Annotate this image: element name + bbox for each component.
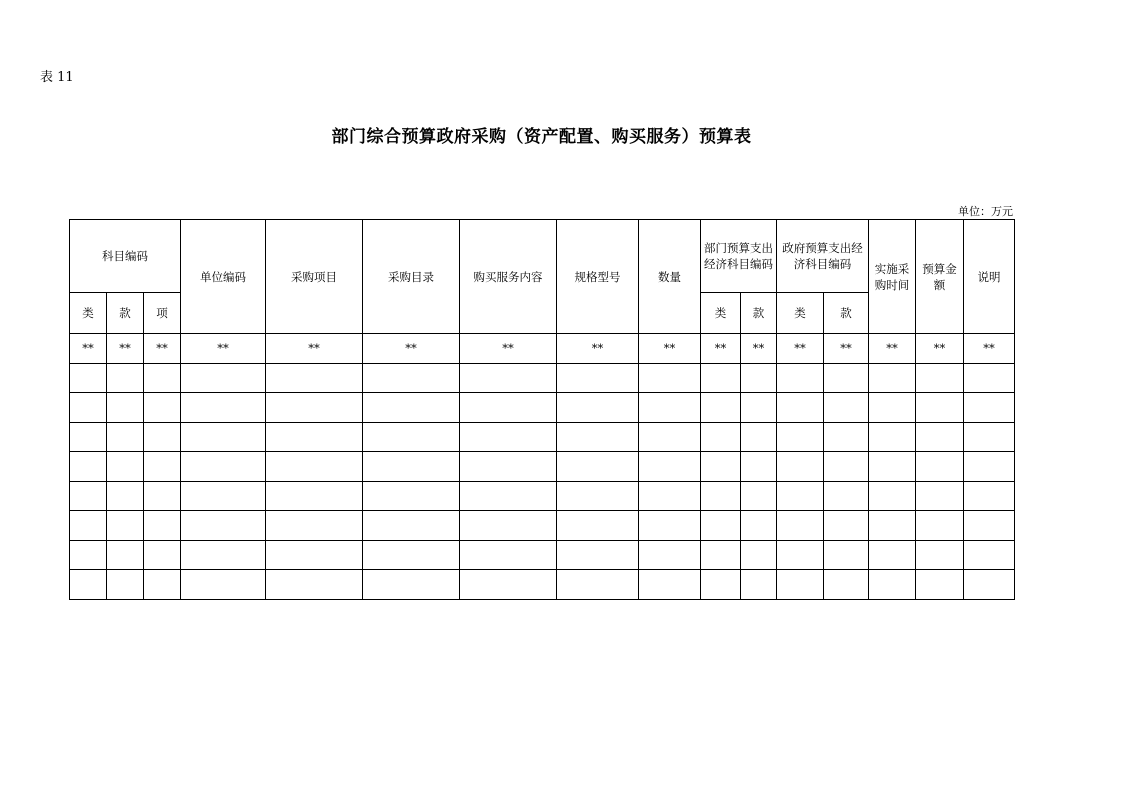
- header-gov-class: 类: [777, 293, 824, 334]
- table-cell: [701, 481, 741, 511]
- table-cell: [701, 422, 741, 452]
- header-dept-section: 款: [741, 293, 777, 334]
- header-row-top: [70, 220, 1015, 293]
- table-cell: [639, 452, 701, 482]
- table-cell: [460, 570, 557, 600]
- table-cell: [869, 511, 916, 541]
- table-cell: [777, 511, 824, 541]
- table-row: [70, 393, 1015, 423]
- table-cell: [460, 540, 557, 570]
- table-cell: [741, 422, 777, 452]
- header-quantity: 数量: [639, 220, 701, 334]
- table-cell: **: [266, 334, 363, 364]
- table-row: [70, 422, 1015, 452]
- table-cell: [70, 363, 107, 393]
- header-spec-model: 规格型号: [557, 220, 639, 334]
- table-cell: [824, 422, 869, 452]
- header-note: 说明: [964, 220, 1015, 334]
- table-cell: [266, 540, 363, 570]
- table-cell: [964, 393, 1015, 423]
- table-cell: [107, 452, 144, 482]
- table-cell: [363, 481, 460, 511]
- table-cell: [916, 393, 964, 423]
- table-cell: [70, 481, 107, 511]
- header-service-content: 购买服务内容: [460, 220, 557, 334]
- table-cell: [557, 422, 639, 452]
- table-cell: [557, 511, 639, 541]
- table-cell: **: [363, 334, 460, 364]
- header-class: 类: [70, 293, 107, 334]
- table-cell: [777, 540, 824, 570]
- table-cell: **: [964, 334, 1015, 364]
- table-cell: [144, 393, 181, 423]
- table-cell: [869, 393, 916, 423]
- header-purchase-catalog: 采购目录: [363, 220, 460, 334]
- table-cell: [777, 481, 824, 511]
- table-cell: [869, 570, 916, 600]
- table-cell: [639, 422, 701, 452]
- header-purchase-project: 采购项目: [266, 220, 363, 334]
- table-cell: [964, 511, 1015, 541]
- table-cell: [363, 363, 460, 393]
- header-budget-amount: 预算金额: [916, 220, 964, 334]
- table-cell: [460, 452, 557, 482]
- table-cell: [964, 363, 1015, 393]
- table-cell: [266, 570, 363, 600]
- table-cell: [964, 452, 1015, 482]
- table-cell: [70, 511, 107, 541]
- table-cell: [741, 481, 777, 511]
- document-title: 部门综合预算政府采购（资产配置、购买服务）预算表: [331, 127, 752, 147]
- table-cell: [460, 481, 557, 511]
- table-row: [70, 334, 1015, 364]
- table-cell: **: [741, 334, 777, 364]
- table-cell: [701, 511, 741, 541]
- table-cell: [869, 452, 916, 482]
- table-cell: [266, 452, 363, 482]
- table-cell: [824, 540, 869, 570]
- table-cell: [557, 393, 639, 423]
- table-cell: [181, 481, 266, 511]
- table-cell: [557, 452, 639, 482]
- table-cell: [777, 422, 824, 452]
- table-cell: [181, 363, 266, 393]
- table-cell: **: [70, 334, 107, 364]
- table-cell: [460, 363, 557, 393]
- table-cell: [266, 511, 363, 541]
- table-cell: [701, 393, 741, 423]
- table-cell: [107, 393, 144, 423]
- table-cell: [70, 393, 107, 423]
- table-cell: [639, 481, 701, 511]
- table-cell: [144, 452, 181, 482]
- table-cell: [916, 570, 964, 600]
- table-cell: **: [916, 334, 964, 364]
- table-cell: [639, 570, 701, 600]
- table-cell: **: [557, 334, 639, 364]
- table-cell: [144, 511, 181, 541]
- table-cell: [824, 570, 869, 600]
- table-row: [70, 511, 1015, 541]
- table-row: [70, 540, 1015, 570]
- table-cell: [557, 363, 639, 393]
- table-cell: [777, 570, 824, 600]
- table-cell: [741, 570, 777, 600]
- table-cell: [964, 540, 1015, 570]
- table-cell: [916, 511, 964, 541]
- table-cell: [181, 570, 266, 600]
- table-cell: [916, 540, 964, 570]
- table-cell: [144, 540, 181, 570]
- table-cell: [70, 570, 107, 600]
- table-cell: **: [460, 334, 557, 364]
- table-cell: [741, 452, 777, 482]
- table-cell: **: [639, 334, 701, 364]
- table-cell: **: [181, 334, 266, 364]
- table-cell: [916, 422, 964, 452]
- table-cell: [777, 452, 824, 482]
- table-cell: [777, 393, 824, 423]
- table-cell: [181, 540, 266, 570]
- table-cell: [144, 570, 181, 600]
- unit-label: 单位：万元: [958, 205, 1013, 218]
- table-cell: [701, 452, 741, 482]
- table-number-label: 表 11: [40, 70, 74, 85]
- table-cell: [363, 570, 460, 600]
- header-gov-econ-code: 政府预算支出经济科目编码: [777, 220, 869, 293]
- table-row: [70, 481, 1015, 511]
- table-cell: **: [144, 334, 181, 364]
- table-cell: [824, 511, 869, 541]
- table-cell: [741, 363, 777, 393]
- table-cell: [266, 481, 363, 511]
- table-cell: [363, 422, 460, 452]
- table-cell: [964, 570, 1015, 600]
- table-cell: [266, 363, 363, 393]
- table-cell: [70, 452, 107, 482]
- table-cell: **: [824, 334, 869, 364]
- header-dept-econ-code: 部门预算支出经济科目编码: [701, 220, 777, 293]
- table-cell: [107, 511, 144, 541]
- table-cell: [824, 393, 869, 423]
- table-row: [70, 363, 1015, 393]
- table-cell: [964, 481, 1015, 511]
- table-cell: [639, 511, 701, 541]
- table-cell: [70, 422, 107, 452]
- table-cell: [363, 452, 460, 482]
- header-impl-time: 实施采购时间: [869, 220, 916, 334]
- table-cell: [460, 393, 557, 423]
- table-cell: [557, 540, 639, 570]
- table-cell: [824, 481, 869, 511]
- table-cell: [70, 540, 107, 570]
- table-cell: [777, 363, 824, 393]
- table-cell: [144, 422, 181, 452]
- table-cell: **: [869, 334, 916, 364]
- table-cell: [144, 363, 181, 393]
- table-cell: [181, 393, 266, 423]
- header-gov-section: 款: [824, 293, 869, 334]
- table-cell: [869, 540, 916, 570]
- table-cell: [107, 570, 144, 600]
- table-cell: [916, 452, 964, 482]
- table-cell: [964, 422, 1015, 452]
- table-cell: [869, 481, 916, 511]
- table-cell: [639, 540, 701, 570]
- table-row: [70, 570, 1015, 600]
- table-cell: [557, 481, 639, 511]
- header-item: 项: [144, 293, 181, 334]
- table-cell: [460, 422, 557, 452]
- table-cell: [460, 511, 557, 541]
- table-cell: [741, 511, 777, 541]
- header-section: 款: [107, 293, 144, 334]
- table-cell: [741, 540, 777, 570]
- table-cell: [144, 481, 181, 511]
- table-cell: [869, 422, 916, 452]
- table-cell: [181, 511, 266, 541]
- table-cell: **: [107, 334, 144, 364]
- table-cell: [181, 452, 266, 482]
- table-cell: [266, 393, 363, 423]
- table-cell: [363, 540, 460, 570]
- table-cell: **: [701, 334, 741, 364]
- table-cell: [701, 540, 741, 570]
- table-cell: [557, 570, 639, 600]
- header-unit-code: 单位编码: [181, 220, 266, 334]
- table-cell: [741, 393, 777, 423]
- table-cell: [363, 393, 460, 423]
- table-cell: [869, 363, 916, 393]
- table-cell: [107, 481, 144, 511]
- table-cell: [363, 511, 460, 541]
- table-cell: [824, 363, 869, 393]
- header-dept-class: 类: [701, 293, 741, 334]
- table-cell: [107, 540, 144, 570]
- budget-table: [69, 219, 1015, 600]
- table-cell: [916, 363, 964, 393]
- table-cell: **: [777, 334, 824, 364]
- table-cell: [701, 570, 741, 600]
- table-row: [70, 452, 1015, 482]
- table-cell: [181, 422, 266, 452]
- table-cell: [701, 363, 741, 393]
- header-subject-code: 科目编码: [70, 220, 181, 293]
- table-cell: [639, 393, 701, 423]
- table-cell: [639, 363, 701, 393]
- table-cell: [916, 481, 964, 511]
- table-cell: [266, 422, 363, 452]
- table-cell: [107, 363, 144, 393]
- table-cell: [824, 452, 869, 482]
- table-cell: [107, 422, 144, 452]
